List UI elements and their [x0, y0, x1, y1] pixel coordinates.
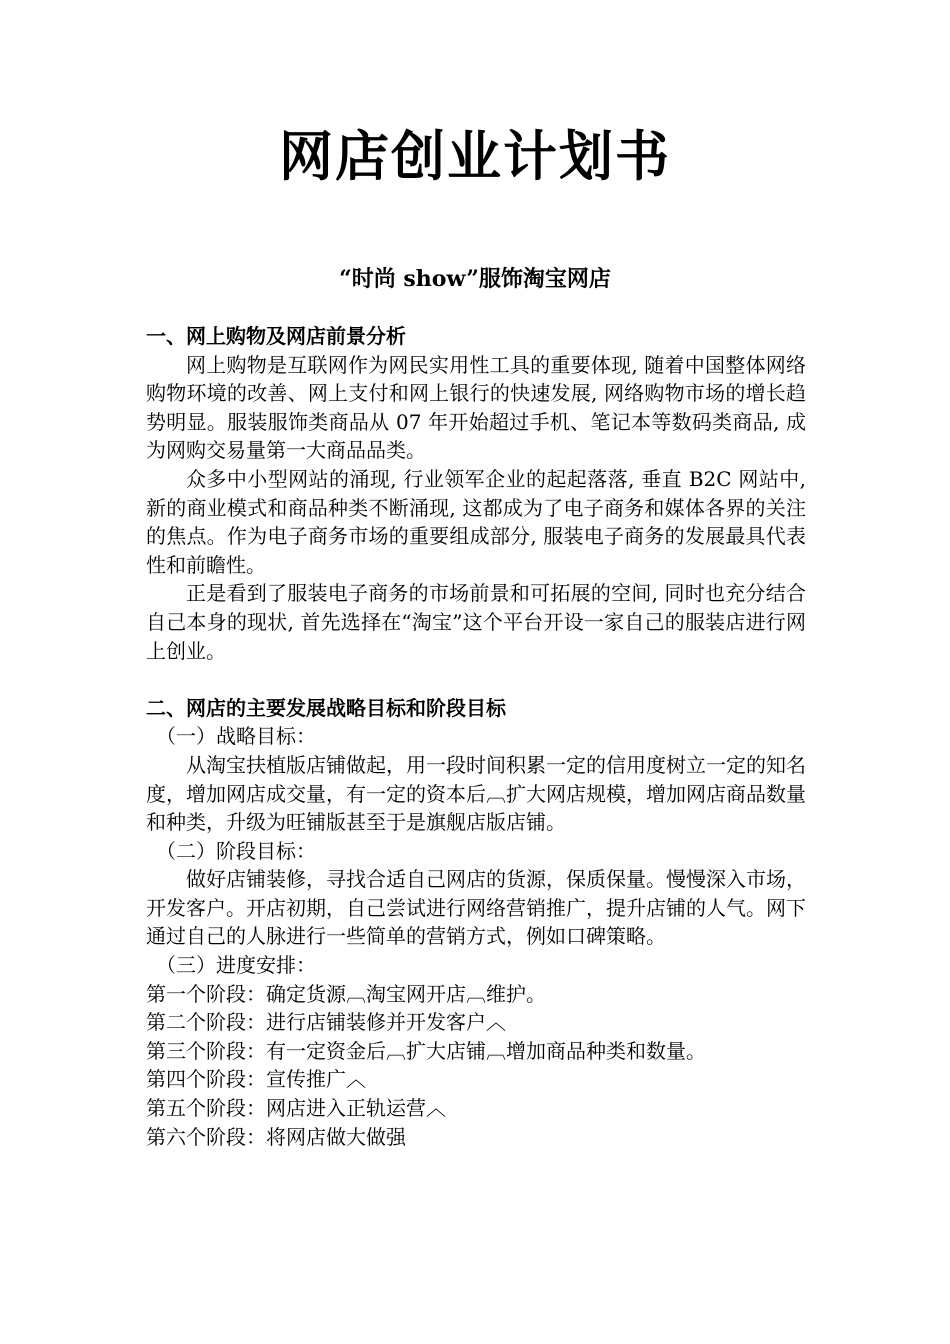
stage-label: （二）阶段目标： — [156, 838, 316, 863]
schedule-item-4: 第四个阶段：宣传推广︿ — [146, 1067, 366, 1092]
schedule-item-5: 第五个阶段：网店进入正轨运营︿ — [146, 1096, 446, 1121]
section1-paragraph-2: 众多中小型网站的涌现, 行业领军企业的起起落落, 垂直 B2C 网站中, 新的商业模式和商品种类不断涌现, 这都成为了电子商务和媒体各界的关注的焦点。作为电子商务市场的重要组成部分, 服装电子商务的发展最具代表性和前瞻性。 — [146, 466, 806, 577]
schedule-label: （三）进度安排： — [156, 953, 316, 978]
section1-paragraph-3: 正是看到了服装电子商务的市场前景和可拓展的空间, 同时也充分结合自己本身的现状, 首先选择在“淘宝”这个平台开设一家自己的服装店进行网上创业。 — [146, 581, 806, 663]
schedule-item-1: 第一个阶段：确定货源︹淘宝网开店︹维护。 — [146, 981, 546, 1006]
section1-heading: 一、网上购物及网店前景分析 — [146, 324, 406, 348]
schedule-item-3: 第三个阶段：有一定资金后︹扩大店铺︹增加商品种类和数量。 — [146, 1038, 706, 1063]
document-subtitle: “时尚 show”服饰淘宝网店 — [339, 266, 611, 292]
strategy-text: 从淘宝扶植版店铺做起，用一段时间积累一定的信用度树立一定的知名度，增加网店成交量，有一定的资本后︹扩大网店规模，增加网店商品数量和种类，升级为旺铺版甚至于是旗舰店版店铺。 — [146, 752, 806, 835]
strategy-label: （一）战略目标： — [156, 724, 316, 749]
stage-text: 做好店铺装修，寻找合适自己网店的货源，保质保量。慢慢深入市场，开发客户。开店初期，自己尝试进行网络营销推广，提升店铺的人气。网下通过自己的人脉进行一些简单的营销方式，例如口碑策略。 — [146, 867, 806, 949]
schedule-item-6: 第六个阶段：将网店做大做强 — [146, 1124, 406, 1149]
section2-heading: 二、网店的主要发展战略目标和阶段目标 — [146, 695, 506, 720]
section1-paragraph-1: 网上购物是互联网作为网民实用性工具的重要体现, 随着中国整体网络购物环境的改善、网上支付和网上银行的快速发展, 网络购物市场的增长趋势明显。服装服饰类商品从 07 年开始超过手机、笔记本等数码类商品, 成为网购交易量第一大商品品类。 — [146, 352, 806, 463]
document-title: 网店创业计划书 — [279, 124, 671, 188]
schedule-item-2: 第二个阶段：进行店铺装修并开发客户︿ — [146, 1010, 506, 1035]
document-body — [146, 322, 806, 1151]
section-spacer — [146, 665, 806, 694]
